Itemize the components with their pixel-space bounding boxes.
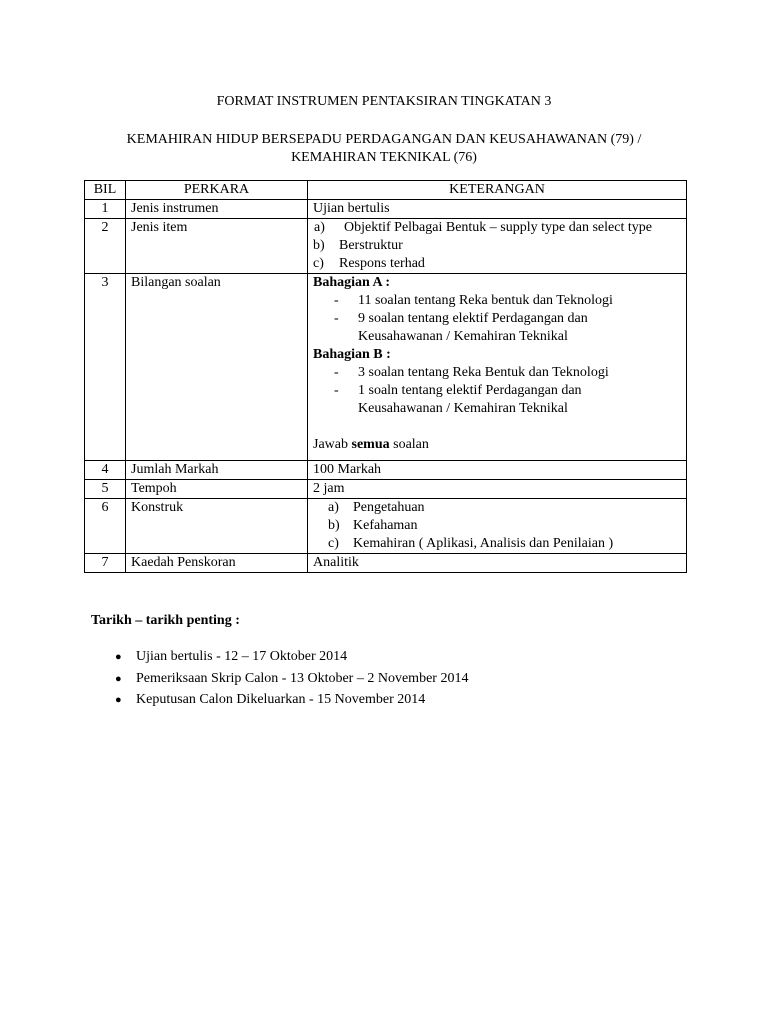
list-item	[313, 499, 681, 517]
deadlines-list	[104, 648, 468, 713]
bullet-icon: ●	[115, 651, 122, 663]
list-item	[104, 670, 468, 692]
item-label: b)	[328, 518, 340, 533]
item-text: Berstruktur	[339, 238, 403, 253]
item-text: Kemahiran ( Aplikasi, Analisis dan Penilaian )	[353, 536, 614, 551]
instruction-text	[313, 436, 681, 454]
item-text: 11 soalan tentang Reka bentuk dan Teknologi	[358, 293, 613, 308]
deadline-text: Ujian bertulis - 12 – 17 Oktober 2014	[136, 649, 348, 664]
item-label: c)	[313, 256, 324, 271]
deadlines-title: Tarikh – tarikh penting :	[91, 613, 240, 628]
list-item	[313, 364, 681, 382]
list-item	[313, 517, 681, 535]
row-perkara: Tempoh	[126, 480, 308, 499]
row-bil: 5	[85, 480, 126, 499]
item-text: Objektif Pelbagai Bentuk – supply type dan select type	[344, 220, 652, 235]
dash-marker: -	[334, 293, 339, 308]
deadline-text: Keputusan Calon Dikeluarkan - 15 November 2014	[136, 692, 426, 707]
list-item	[104, 691, 468, 713]
bullet-icon: ●	[115, 694, 122, 706]
table-header-row	[85, 181, 687, 200]
table-row	[85, 219, 687, 274]
row-perkara: Jumlah Markah	[126, 461, 308, 480]
header-perkara: PERKARA	[126, 181, 308, 200]
dash-marker: -	[334, 383, 339, 398]
item-text: Pengetahuan	[353, 500, 425, 515]
row-perkara: Jenis instrumen	[126, 200, 308, 219]
row-perkara: Kaedah Penskoran	[126, 554, 308, 573]
list-item	[313, 292, 681, 310]
item-text: 9 soalan tentang elektif Perdagangan dan	[358, 311, 588, 326]
row-perkara: Jenis item	[126, 219, 308, 274]
row-bil: 2	[85, 219, 126, 274]
table-row	[85, 480, 687, 499]
item-text: Respons terhad	[339, 256, 425, 271]
row-perkara: Konstruk	[126, 499, 308, 554]
row-bil: 1	[85, 200, 126, 219]
row-keterangan: 100 Markah	[308, 461, 687, 480]
table-row	[85, 461, 687, 480]
instruction-prefix: Jawab	[313, 437, 352, 452]
instruction-bold: semua	[351, 437, 390, 452]
item-text-cont: Keusahawanan / Kemahiran Teknikal	[358, 401, 568, 416]
item-text: 3 soalan tentang Reka Bentuk dan Teknologi	[358, 365, 609, 380]
row-keterangan	[308, 499, 687, 554]
section-a-heading: Bahagian A :	[313, 275, 391, 290]
list-item	[313, 535, 681, 553]
deadline-text: Pemeriksaan Skrip Calon - 13 Oktober – 2 November 2014	[136, 670, 469, 686]
row-perkara: Bilangan soalan	[126, 274, 308, 461]
row-keterangan: 2 jam	[308, 480, 687, 499]
list-item	[313, 310, 681, 346]
list-item	[313, 255, 681, 273]
row-bil: 7	[85, 554, 126, 573]
item-label: c)	[328, 536, 339, 551]
row-keterangan: Ujian bertulis	[308, 200, 687, 219]
row-bil: 4	[85, 461, 126, 480]
item-label: a)	[328, 500, 339, 515]
list-item	[313, 219, 681, 237]
instruction-suffix: soalan	[389, 437, 429, 452]
list-item	[104, 648, 468, 670]
instrument-table	[84, 180, 687, 573]
row-bil: 3	[85, 274, 126, 461]
item-label: a)	[314, 220, 325, 235]
table-row	[85, 554, 687, 573]
document-subtitle-line1: KEMAHIRAN HIDUP BERSEPADU PERDAGANGAN DAN KEUSAHAWANAN (79) /	[126, 132, 642, 147]
section-b-heading: Bahagian B :	[313, 347, 391, 362]
list-item	[313, 382, 681, 418]
header-bil: BIL	[85, 181, 126, 200]
table-row	[85, 274, 687, 461]
item-text: 1 soaln tentang elektif Perdagangan dan	[358, 383, 582, 398]
list-item	[313, 237, 681, 255]
row-keterangan	[308, 219, 687, 274]
table-row	[85, 499, 687, 554]
item-text: Kefahaman	[353, 518, 418, 533]
item-label: b)	[313, 238, 325, 253]
document-subtitle-line2: KEMAHIRAN TEKNIKAL (76)	[291, 150, 477, 165]
bullet-icon: ●	[115, 672, 122, 685]
table-row	[85, 200, 687, 219]
row-keterangan: Analitik	[308, 554, 687, 573]
dash-marker: -	[334, 311, 339, 326]
row-bil: 6	[85, 499, 126, 554]
document-title: FORMAT INSTRUMEN PENTAKSIRAN TINGKATAN 3	[216, 94, 552, 109]
row-keterangan	[308, 274, 687, 461]
header-keterangan: KETERANGAN	[308, 181, 687, 200]
dash-marker: -	[334, 365, 339, 380]
item-text-cont: Keusahawanan / Kemahiran Teknikal	[358, 329, 568, 344]
